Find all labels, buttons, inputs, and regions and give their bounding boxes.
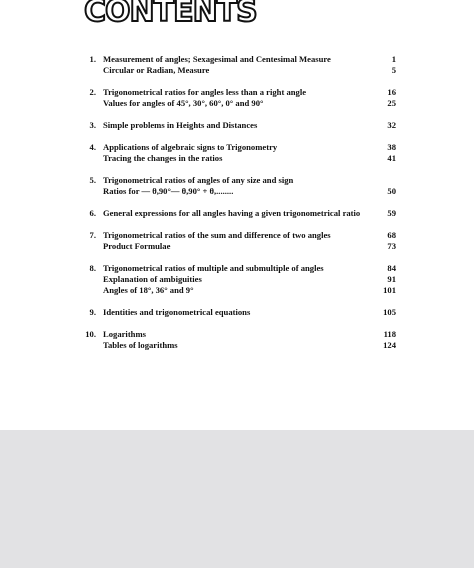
toc-entry-title: Simple problems in Heights and Distances xyxy=(103,120,258,130)
toc-entry xyxy=(76,230,396,252)
toc-entry-title: Values for angles of 45°, 30°, 60°, 0° and 90° xyxy=(103,98,264,108)
toc-entry-number: 2. xyxy=(89,87,96,97)
toc-page-number: 101 xyxy=(383,285,396,295)
toc-entry xyxy=(76,142,396,164)
toc-entry xyxy=(76,175,396,197)
toc-entry-number: 8. xyxy=(89,263,96,273)
toc-line xyxy=(76,186,396,197)
toc-line xyxy=(76,65,396,76)
toc-entry-title: Product Formulae xyxy=(103,241,171,251)
toc-entry xyxy=(76,208,396,219)
table-of-contents xyxy=(76,54,396,362)
toc-line xyxy=(76,98,396,109)
page-title: CONTENTS xyxy=(84,0,257,29)
toc-line xyxy=(76,87,396,98)
toc-page-number: 38 xyxy=(387,142,396,152)
toc-page-number: 59 xyxy=(387,208,396,218)
toc-page-number: 91 xyxy=(387,274,396,284)
toc-entry-title: Logarithms xyxy=(103,329,146,339)
toc-page-number: 16 xyxy=(387,87,396,97)
toc-entry-number: 6. xyxy=(89,208,96,218)
toc-line xyxy=(76,285,396,296)
toc-entry-number: 1. xyxy=(89,54,96,64)
toc-line xyxy=(76,230,396,241)
toc-entry xyxy=(76,263,396,296)
toc-page-number: 118 xyxy=(383,329,396,339)
toc-line xyxy=(76,329,396,340)
toc-page-number: 105 xyxy=(383,307,396,317)
toc-page-number: 68 xyxy=(387,230,396,240)
toc-entry-title: General expressions for all angles having a given trigonometrical ratio xyxy=(103,208,361,218)
toc-page-number: 124 xyxy=(383,340,396,350)
toc-entry xyxy=(76,87,396,109)
toc-page-number: 1 xyxy=(391,54,396,64)
toc-entry-title: Angles of 18°, 36° and 9° xyxy=(103,285,194,295)
toc-entry-title: Tracing the changes in the ratios xyxy=(103,153,223,163)
toc-entry-number: 4. xyxy=(89,142,96,152)
toc-page-number: 5 xyxy=(391,65,396,75)
toc-entry-number: 7. xyxy=(89,230,96,240)
toc-entry-number: 3. xyxy=(89,120,96,130)
toc-line xyxy=(76,120,396,131)
toc-line xyxy=(76,142,396,153)
toc-entry xyxy=(76,329,396,351)
toc-line xyxy=(76,153,396,164)
toc-entry-number: 5. xyxy=(89,175,96,185)
toc-page-number: 73 xyxy=(387,241,396,251)
toc-line xyxy=(76,175,396,186)
toc-entry xyxy=(76,307,396,318)
toc-entry-title: Measurement of angles; Sexagesimal and Centesimal Measure xyxy=(103,54,331,64)
toc-line xyxy=(76,54,396,65)
toc-entry-title: Applications of algebraic signs to Trigonometry xyxy=(103,142,278,152)
toc-page-number: 41 xyxy=(387,153,396,163)
toc-page-number: 84 xyxy=(387,263,396,273)
toc-entry-title: Trigonometrical ratios of multiple and submultiple of angles xyxy=(103,263,324,273)
toc-line xyxy=(76,274,396,285)
toc-line xyxy=(76,340,396,351)
toc-page-number: 50 xyxy=(387,186,396,196)
toc-entry-title: Tables of logarithms xyxy=(103,340,178,350)
toc-entry-title: Circular or Radian, Measure xyxy=(103,65,210,75)
toc-page-number: 25 xyxy=(387,98,396,108)
toc-entry-title: Ratios for — θ,90°— θ,90° + θ,........ xyxy=(103,186,234,196)
toc-line xyxy=(76,241,396,252)
toc-entry-title: Trigonometrical ratios of the sum and difference of two angles xyxy=(103,230,331,240)
toc-entry-title: Trigonometrical ratios for angles less than a right angle xyxy=(103,87,307,97)
toc-line xyxy=(76,208,396,219)
toc-line xyxy=(76,263,396,274)
toc-entry-title: Explanation of ambiguities xyxy=(103,274,202,284)
toc-entry-number: 9. xyxy=(89,307,96,317)
toc-entry-title: Identities and trigonometrical equations xyxy=(103,307,251,317)
toc-entry-title: Trigonometrical ratios of angles of any size and sign xyxy=(103,175,294,185)
toc-line xyxy=(76,307,396,318)
toc-page-number: 32 xyxy=(387,120,396,130)
footer-band xyxy=(0,430,474,568)
toc-entry xyxy=(76,120,396,131)
toc-entry-number: 10. xyxy=(85,329,96,339)
toc-entry xyxy=(76,54,396,76)
